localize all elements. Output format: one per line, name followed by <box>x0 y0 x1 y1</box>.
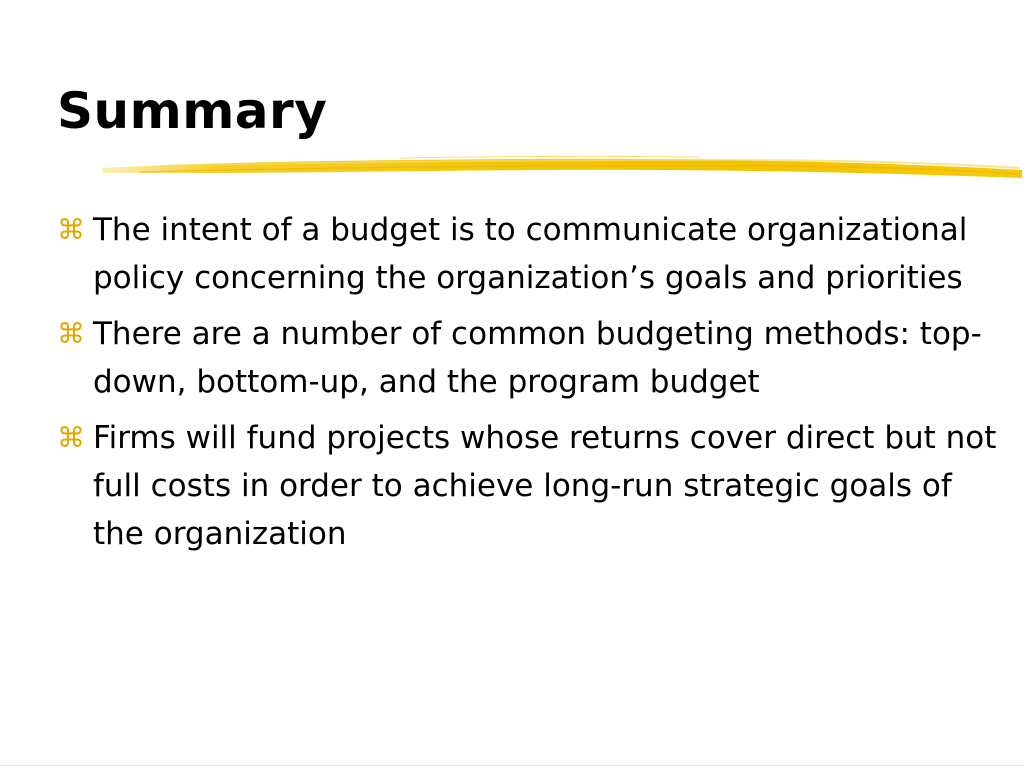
title-highlighter-stroke <box>100 148 1024 188</box>
bullet-item <box>57 206 997 302</box>
bottom-divider <box>0 765 1024 766</box>
command-key-icon: ⌘ <box>57 317 85 350</box>
bullet-text: The intent of a budget is to communicate organizational policy concerning the organization’s goals and priorities <box>93 212 968 296</box>
command-key-icon: ⌘ <box>57 421 85 454</box>
bullet-item <box>57 414 997 558</box>
command-key-icon: ⌘ <box>57 213 85 246</box>
bullet-list <box>57 206 997 566</box>
bullet-text: Firms will fund projects whose returns cover direct but not full costs in order to achieve long-run strategic goals of the organization <box>93 420 997 552</box>
bullet-item <box>57 310 997 406</box>
slide-title: Summary <box>57 82 328 140</box>
bullet-text: There are a number of common budgeting methods: top-down, bottom-up, and the program budget <box>93 316 982 400</box>
